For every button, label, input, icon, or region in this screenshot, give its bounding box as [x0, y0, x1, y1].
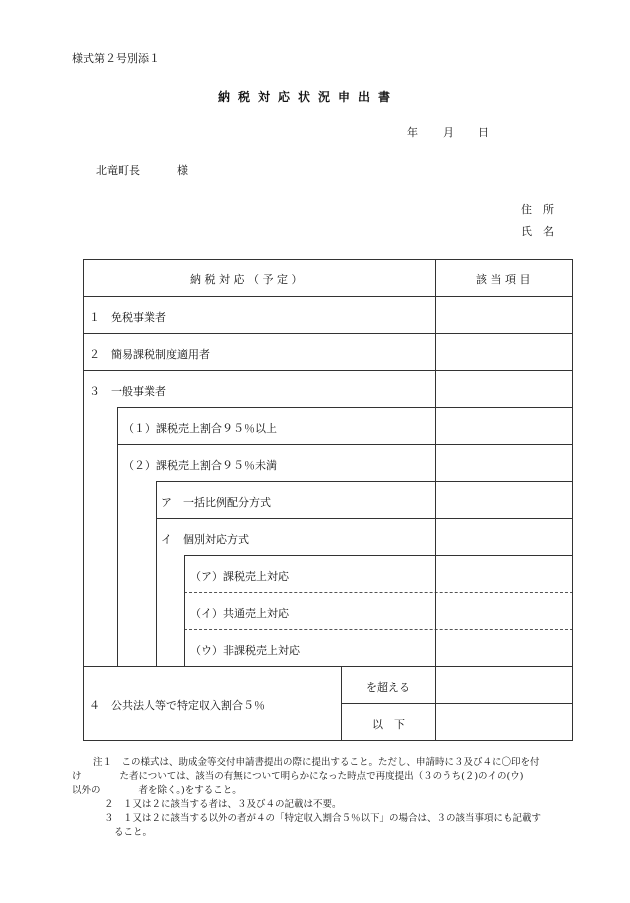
row-label: （イ）共通売上対応 — [190, 607, 289, 620]
row-label: （ウ）非課税売上対応 — [190, 644, 300, 657]
date-month-label: 月 — [443, 126, 454, 139]
row-sub-label: 以 下 — [372, 718, 405, 731]
table-line — [83, 259, 84, 741]
row-sub-label: を超える — [366, 681, 410, 694]
table-line — [572, 259, 573, 741]
date-day-label: 日 — [478, 126, 489, 139]
row-label: ア 一括比例配分方式 — [161, 496, 271, 509]
addressee-name: 北竜町長 — [96, 164, 140, 177]
header-tax-response: 納 税 対 応 （ 予 定 ） — [190, 273, 303, 286]
row-label: （１）課税売上割合９５％以上 — [123, 422, 277, 435]
table-line — [156, 481, 157, 666]
applicable-item-cell[interactable] — [436, 445, 572, 481]
applicable-item-cell[interactable] — [436, 667, 572, 703]
applicable-item-cell[interactable] — [436, 556, 572, 592]
row-label: ２ 簡易課税制度適用者 — [89, 348, 210, 361]
applicable-item-cell[interactable] — [436, 704, 572, 740]
form-number: 様式第２号別添１ — [72, 52, 160, 65]
applicable-item-cell[interactable] — [436, 482, 572, 518]
table-line — [341, 666, 342, 741]
name-label: 氏 名 — [521, 225, 554, 238]
note-line: ２ １又は２に該当する者は、３及び４の記載は不要。 — [104, 799, 342, 810]
addressee-honorific: 様 — [177, 164, 188, 177]
note-line: ３ １又は２に該当する以外の者が４の「特定収入割合５％以下」の場合は、３の該当事項にも記載す — [104, 813, 542, 824]
applicable-item-cell[interactable] — [436, 519, 572, 555]
note-line: ること。 — [114, 827, 153, 838]
table-line — [83, 259, 573, 260]
applicable-item-cell[interactable] — [436, 297, 572, 333]
note-line: 以外の 者を除く。)をすること。 — [72, 785, 242, 796]
row-label: （２）課税売上割合９５％未満 — [123, 459, 277, 472]
row-label: ４ 公共法人等で特定収入割合５％ — [89, 699, 265, 712]
applicable-item-cell[interactable] — [436, 371, 572, 407]
table-line — [83, 740, 573, 741]
document-title: 納税対応状況申出書 — [218, 90, 399, 104]
row-label: （ア）課税売上対応 — [190, 570, 289, 583]
applicable-item-cell[interactable] — [436, 334, 572, 370]
date-year-label: 年 — [407, 126, 418, 139]
table-line — [184, 555, 185, 666]
applicable-item-cell[interactable] — [436, 593, 572, 629]
note-line: 注１ この様式は、助成金等交付申請書提出の際に提出すること。ただし、申請時に３及び４に〇印を付 — [93, 757, 540, 768]
row-label: １ 免税事業者 — [89, 311, 166, 324]
address-label: 住 所 — [521, 203, 554, 216]
applicable-item-cell[interactable] — [436, 408, 572, 444]
table-line — [117, 407, 118, 666]
note-line: け た者については、該当の有無について明らかになった時点で再度提出（３のうち(２)のイの(ウ) — [72, 771, 524, 782]
applicable-item-cell[interactable] — [436, 630, 572, 666]
header-applicable-item: 該 当 項 目 — [476, 273, 531, 286]
row-label: イ 個別対応方式 — [161, 533, 249, 546]
row-label: ３ 一般事業者 — [89, 385, 166, 398]
